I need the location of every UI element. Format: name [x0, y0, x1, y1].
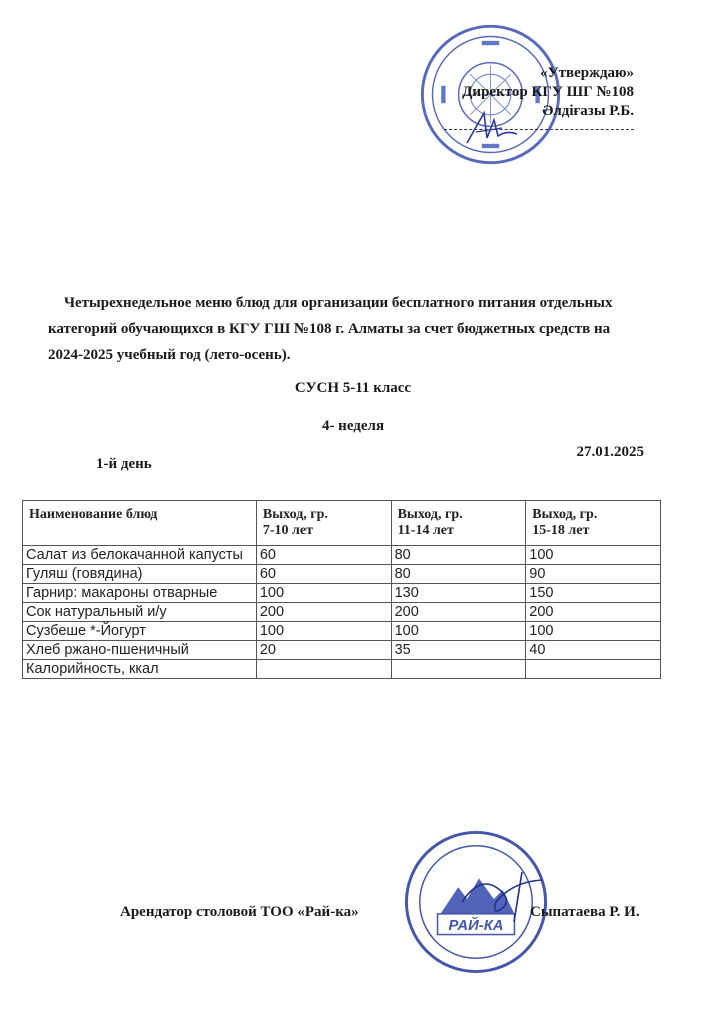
header-title: Выход, гр.: [532, 507, 598, 522]
dish-name: Гарнир: макароны отварные: [23, 584, 257, 603]
header-age-11-14: [391, 501, 526, 546]
table-row: [23, 565, 661, 584]
table-row: [23, 660, 661, 679]
portion-15-18: 90: [526, 565, 661, 584]
header-dish: [23, 501, 257, 546]
portion-7-10: 200: [256, 603, 391, 622]
class-subtitle: СУСН 5-11 класс: [294, 380, 412, 396]
portion-7-10: 20: [256, 641, 391, 660]
header-age-15-18: [526, 501, 661, 546]
portion-15-18: 100: [526, 546, 661, 565]
dish-name: Сузбеше *-Йогурт: [23, 622, 257, 641]
portion-7-10: 60: [256, 546, 391, 565]
dish-name: Салат из белокачанной капусты: [23, 546, 257, 565]
approval-position: Директор КГУ ШГ №108: [462, 84, 634, 100]
menu-table: [22, 500, 661, 679]
table-header-row: [23, 501, 661, 546]
dish-name: Калорийность, ккал: [23, 660, 257, 679]
table-row: [23, 546, 661, 565]
header-title: Выход, гр.: [262, 507, 328, 522]
portion-7-10: 100: [256, 622, 391, 641]
tenant-signature-icon: [452, 862, 562, 932]
tenant-label: Арендатор столовой ТОО «Рай-ка»: [120, 904, 359, 920]
portion-7-10: 60: [256, 565, 391, 584]
table-row: [23, 584, 661, 603]
header-title: Выход, гр.: [397, 507, 463, 522]
portion-15-18: 100: [526, 622, 661, 641]
portion-7-10: 100: [256, 584, 391, 603]
portion-15-18: [526, 660, 661, 679]
dish-name: Сок натуральный и/у: [23, 603, 257, 622]
page-title: Четырехнедельное меню блюд для организации бесплатного питания отдельных категорий обучающихся в КГУ ГШ №108 г. Алматы за счет бюджетных средств на 2024-2025 учебный год (лето-осень).: [48, 295, 613, 363]
table-row: [23, 603, 661, 622]
table-row: [23, 622, 661, 641]
portion-11-14: 80: [391, 565, 526, 584]
portion-11-14: 80: [391, 546, 526, 565]
approval-label: «Утверждаю»: [540, 65, 634, 81]
portion-15-18: 40: [526, 641, 661, 660]
director-signature-icon: [462, 108, 522, 148]
header-sub: 7-10 лет: [262, 523, 313, 538]
date-label: 27.01.2025: [576, 444, 644, 460]
portion-11-14: 200: [391, 603, 526, 622]
portion-11-14: 100: [391, 622, 526, 641]
signer-name: Сыпатаева Р. И.: [530, 904, 640, 920]
header-age-7-10: [256, 501, 391, 546]
header-sub: 11-14 лет: [397, 523, 454, 538]
week-label: 4- неделя: [321, 418, 385, 434]
portion-11-14: 35: [391, 641, 526, 660]
portion-15-18: 200: [526, 603, 661, 622]
day-label: 1-й день: [96, 456, 152, 472]
portion-15-18: 150: [526, 584, 661, 603]
portion-11-14: 130: [391, 584, 526, 603]
dish-name: Хлеб ржано-пшеничный: [23, 641, 257, 660]
dish-name: Гуляш (говядина): [23, 565, 257, 584]
table-row: [23, 641, 661, 660]
header-sub: 15-18 лет: [532, 523, 590, 538]
approval-name: Әлдiғазы Р.Б.: [542, 103, 634, 119]
header-dish-title: Наименование блюд: [29, 507, 158, 522]
stamp-text: РАЙ-КА: [448, 918, 504, 935]
portion-11-14: [391, 660, 526, 679]
portion-7-10: [256, 660, 391, 679]
